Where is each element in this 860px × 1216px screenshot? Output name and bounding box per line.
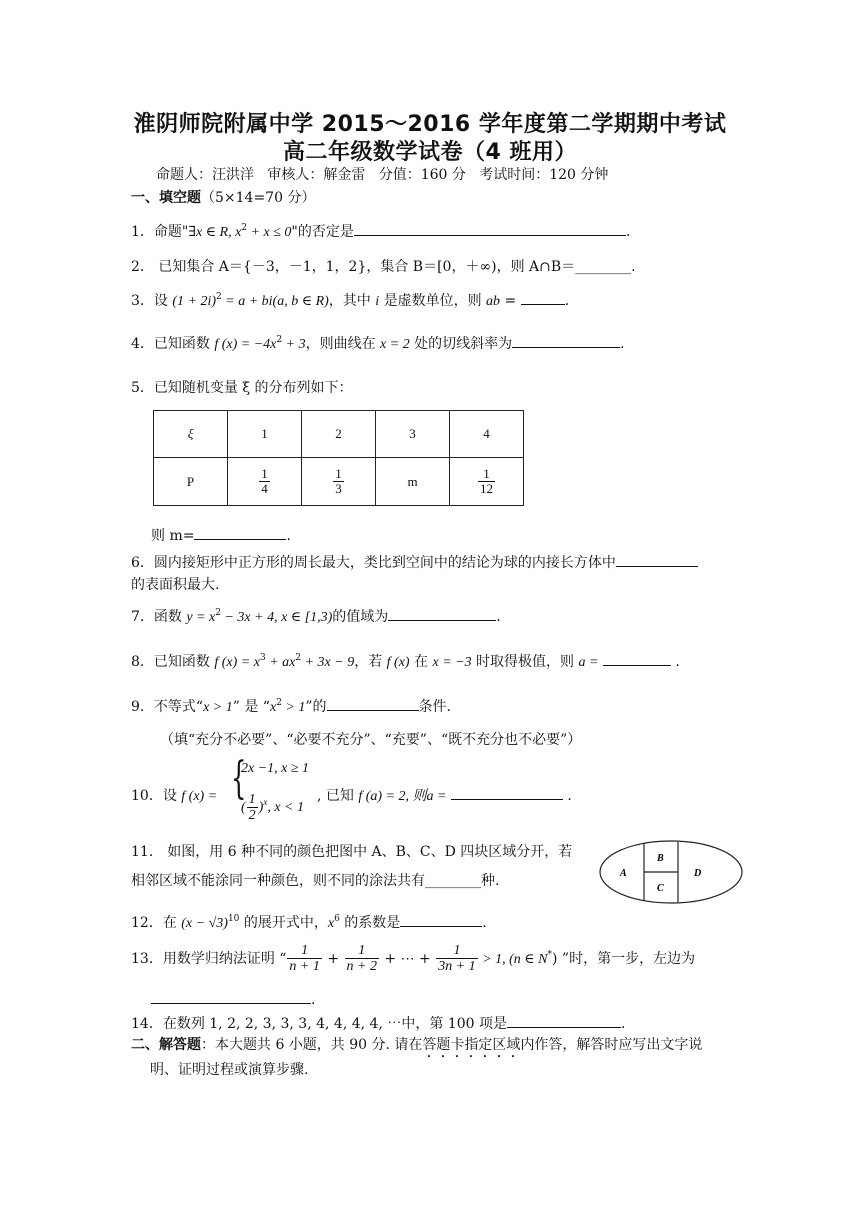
question-9-hint: （填“充分不必要”、“必要不充分”、“充要”、“既不充分也不必要”） <box>160 732 582 748</box>
q10-fx: f (x) = <box>181 789 218 804</box>
q3-eq: = <box>500 293 521 309</box>
q13-star: * <box>547 949 552 960</box>
q3-i: i <box>375 294 380 309</box>
table-cell: $\frac{1}{12}$ <box>450 458 524 506</box>
exam-meta: 命题人：汪洪洋 审核人：解金雷 分值：160 分 考试时间：120 分钟 <box>156 167 609 183</box>
q5-answer-line <box>151 525 291 545</box>
table-cell: 2 <box>302 411 376 458</box>
q3-mid: ，其中 <box>328 293 376 309</box>
q3-end: . <box>564 293 570 309</box>
diagram-label-a: A <box>620 868 627 879</box>
q10-prefix: 10．设 <box>131 788 182 804</box>
question-14 <box>131 1013 625 1033</box>
exam-subtitle: 高二年级数学试卷（4 班用） <box>283 140 577 165</box>
q7-prefix: 7．函数 <box>131 609 187 625</box>
q14-end: . <box>620 1016 626 1032</box>
q4-expr: f (x) = −4x <box>214 337 277 352</box>
question-2: 2． 已知集合 A＝{－3，－1，1，2}，集合 B＝[0，＋∞)，则 A∩B＝________. <box>131 259 636 275</box>
q13-prefix: 13．用数学归纳法证明 “ <box>131 950 287 967</box>
q1-expr: ∃x ∈ R, x <box>188 225 242 240</box>
q1-suffix: "的否定是 <box>291 224 354 240</box>
q8-a: a = <box>578 655 599 670</box>
question-1: 1．命题"∃x ∈ R, $x^2 + x \le 0$"的否定是 . <box>131 223 631 240</box>
q3-expr-2: = a + bi(a, b ∈ R) <box>221 294 329 309</box>
q12-x: x <box>327 916 335 931</box>
q8-answer-blank[interactable] <box>603 651 671 666</box>
q10-answer-blank[interactable] <box>451 785 563 800</box>
question-4: 4．已知函数 f $(x) = -4x^2 + 3$，则曲线在 x = 2 处的切线斜率为 . <box>131 335 625 352</box>
table-cell: $\frac{1}{4}$ <box>228 458 302 506</box>
q13-dots: + ⋯ + <box>379 950 436 967</box>
q9-mid: ” 是 “ <box>232 699 270 715</box>
q8-mid: ，若 <box>354 654 387 670</box>
section-answer-line-2: 明、证明过程或演算步骤. <box>150 1062 309 1078</box>
q13-close: ) ”时，第一步，左边为 <box>552 950 696 967</box>
table-cell: 3 <box>376 411 450 458</box>
q4-end: . <box>620 336 625 352</box>
q5-answer-blank[interactable] <box>194 525 286 540</box>
q8-mid-2: 在 <box>409 654 433 670</box>
q5-end: . <box>286 528 291 544</box>
question-13-line-2 <box>151 989 315 1008</box>
q12-x-exp: 6 <box>334 914 340 924</box>
q10-mid: , 已知 <box>317 788 359 804</box>
q3-mid-2: 是虚数单位，则 <box>379 293 487 309</box>
q4-prefix: 4．已知函数 <box>131 336 215 352</box>
q7-expr: y = x <box>186 610 216 625</box>
q4-answer-blank[interactable] <box>512 333 620 348</box>
q4-mid: ，则曲线在 <box>305 336 381 352</box>
q4-suffix: 处的切线斜率为 <box>409 336 513 352</box>
q8-end: . <box>675 654 680 670</box>
q12-answer-blank[interactable] <box>400 912 482 927</box>
q12-end: . <box>482 915 487 931</box>
question-3: 3．设 $(1 + 2i)^2 = a + bi(a$, b ∈ R)，其中 i 是虚数单位，则 ab = . <box>131 292 570 309</box>
q12-mid: 的展开式中， <box>239 915 328 931</box>
diagram-label-d: D <box>694 868 702 879</box>
q8-prefix: 8．已知函数 <box>131 654 215 670</box>
q8-expr: f (x) = x <box>214 655 260 670</box>
section-1-note: （5×14=70 分） <box>201 190 316 206</box>
q3-expr: (1 + 2i) <box>172 294 217 309</box>
table-row <box>154 458 524 506</box>
table-cell: m <box>376 458 450 506</box>
q13-answer-blank[interactable] <box>151 989 311 1004</box>
q7-suffix: 的值域为 <box>332 609 389 625</box>
q6-line-1: 6．圆内接矩形中正方形的周长最大，类比到空间中的结论为球的内接长方体中 <box>131 555 616 571</box>
question-6 <box>131 552 698 572</box>
q9-prefix: 9．不等式“ <box>131 699 204 715</box>
question-13: 13．用数学归纳法证明 “ $\frac{1}{n + 1}$ + $\frac{1}{n + 2}$ + ⋯ + $\frac{1}{3n + 1}$ > 1, (n ∈ N*) ”时，第一步，左边为 <box>131 943 696 975</box>
q12-suffix: 的系数是 <box>339 915 401 931</box>
q10-condition: f (a) = 2, 则a = <box>358 789 447 804</box>
section-1-heading: 一、填空题 <box>131 190 201 206</box>
q9-expr-1: x > 1 <box>203 700 233 715</box>
q8-fx: f (x) <box>386 655 410 670</box>
q7-end: . <box>496 609 501 625</box>
table-cell: 1 <box>228 411 302 458</box>
q10-case-1: 2x −1, x ≥ 1 <box>241 761 310 776</box>
table-row <box>154 411 524 458</box>
q7-expr-2: − 3x + 4, x ∈ [1,3) <box>220 610 333 625</box>
question-10-rest <box>317 785 572 805</box>
question-8: 8．已知函数 f $(x) = x^3 + ax^2 + 3x - 9$，若 f (x) 在 x = −3 时取得极值，则 a = . <box>131 653 680 670</box>
question-9: 9．不等式“x > 1” 是 “$x^2 > 1$”的 条件. <box>131 698 451 715</box>
question-6-line-2: 的表面积最大. <box>131 577 220 593</box>
question-11-line-2: 相邻区域不能涂同一种颜色，则不同的涂法共有________种. <box>131 873 500 889</box>
q9-expr-2b: > 1 <box>281 700 306 715</box>
question-11: 11． 如图，用 6 种不同的颜色把图中 A、B、C、D 四块区域分开，若 <box>131 844 573 860</box>
section-2-heading: 二、解答题 <box>131 1037 201 1053</box>
q14-answer-blank[interactable] <box>507 1013 621 1028</box>
q9-suffix: ”的 <box>305 699 327 715</box>
section-2-text-2: 内作答，解答时应写出文字说 <box>520 1037 703 1053</box>
section-2-emphasis: 答题卡指定区域 <box>422 1037 521 1053</box>
exam-title: 淮阴师院附属中学 2015～2016 学年度第二学期期中考试 <box>133 112 727 137</box>
q5-after: 则 m= <box>151 528 195 544</box>
table-cell: P <box>154 458 228 506</box>
distribution-table <box>153 410 524 506</box>
q8-suffix: 时取得极值，则 <box>471 654 579 670</box>
table-cell: 4 <box>450 411 524 458</box>
q9-expr-2: x <box>269 700 277 715</box>
q12-prefix: 12．在 <box>131 915 182 931</box>
section-fill-in-title <box>131 187 315 207</box>
question-7: 7．函数 $y = x^2 - 3x + 4$, x ∈ [1,3)的值域为 . <box>131 608 501 625</box>
question-12 <box>131 912 487 932</box>
question-5: 5．已知随机变量 ξ 的分布列如下： <box>131 380 353 396</box>
q1-end: . <box>625 224 631 240</box>
q13-rest: > 1, (n ∈ N <box>478 951 548 967</box>
q3-prefix: 3．设 <box>131 293 173 309</box>
q1-answer-blank[interactable] <box>354 221 626 236</box>
q1-expr-2: + x ≤ 0 <box>247 225 292 240</box>
diagram-label-b: B <box>657 853 664 864</box>
q3-answer-blank[interactable] <box>521 290 565 305</box>
q6-answer-blank[interactable] <box>616 552 698 567</box>
table-cell: $\frac{1}{3}$ <box>302 458 376 506</box>
q13-frac-2: $\frac{1}{n + 2}$ <box>346 943 377 975</box>
q8-expr-3: + 3x − 9 <box>301 655 355 670</box>
q14-prefix: 14．在数列 1, 2, 2, 3, 3, 3, 4, 4, 4, 4, ⋯中，第 100 项是 <box>131 1016 507 1032</box>
section-answer <box>131 1034 702 1061</box>
table-cell: ξ <box>154 411 228 458</box>
q12-exp: 10 <box>227 914 240 924</box>
diagram-label-c: C <box>657 883 664 894</box>
q1-prefix: 1．命题" <box>131 224 189 240</box>
q12-expr: (x − √3) <box>181 916 228 931</box>
q4-x2: x = 2 <box>380 337 410 352</box>
q3-ab: ab <box>486 294 501 309</box>
q8-expr-2: + ax <box>265 655 296 670</box>
section-2-text-1: ：本大题共 6 小题，共 90 分. 请在 <box>201 1037 423 1053</box>
q7-answer-blank[interactable] <box>388 606 496 621</box>
q9-answer-blank[interactable] <box>327 696 419 711</box>
q10-end: . <box>567 788 572 804</box>
question-10-label <box>131 785 217 805</box>
region-diagram <box>598 838 744 906</box>
q10-case-2: ( $\frac{1}{2}$ )$^x$, x < 1 <box>241 792 305 824</box>
q13-frac-1: $\frac{1}{n + 1}$ <box>289 943 320 975</box>
q4-expr-2: + 3 <box>282 337 306 352</box>
q10-brace: { <box>231 753 247 804</box>
q13-frac-3: $\frac{1}{3n + 1}$ <box>438 943 476 975</box>
q8-x3: x = −3 <box>432 655 472 670</box>
q9-suffix-2: 条件. <box>418 699 451 715</box>
q13-end: . <box>311 992 316 1008</box>
